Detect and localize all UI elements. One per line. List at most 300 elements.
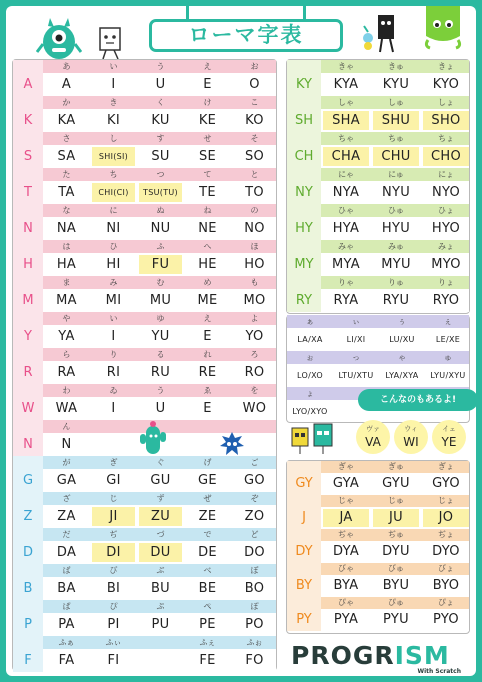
kana-cell: て <box>203 170 212 179</box>
romaji-cell: DA <box>56 545 77 560</box>
romaji-cell: KYU <box>382 77 410 92</box>
romaji-cell: TO <box>245 185 264 200</box>
consonant-label: J <box>287 507 321 529</box>
consonant-label: A <box>13 73 43 96</box>
kana-cell: きょ <box>438 62 454 71</box>
romaji-cell: JI <box>92 507 135 526</box>
romaji-cell: CHA <box>323 147 369 166</box>
kana-cell: い <box>109 314 118 323</box>
kana-cell: ぺ <box>203 602 212 611</box>
romaji-cell: RE <box>198 365 217 380</box>
kana-cell: しゃ <box>338 98 354 107</box>
consonant-label: Z <box>13 505 43 528</box>
consonant-label: RY <box>287 289 321 312</box>
romaji-cell: PA <box>58 617 75 632</box>
kana-cell: な <box>62 206 71 215</box>
kana-cell: う <box>156 62 165 71</box>
kana-cell: ね <box>203 206 212 215</box>
consonant-cap <box>13 528 43 541</box>
consonant-label: N <box>13 433 43 456</box>
consonant-cap <box>13 276 43 289</box>
kana-cell: を <box>250 386 259 395</box>
kana-cell: も <box>250 278 259 287</box>
romaji-cell: E <box>203 401 212 416</box>
romaji-cell: HA <box>56 257 77 272</box>
kana-cell: が <box>62 458 71 467</box>
kana-cell: ぞ <box>250 494 259 503</box>
romaji-cell: HYO <box>431 221 461 236</box>
small-romaji-cell: LU/XU <box>389 335 415 344</box>
consonant-label: B <box>13 577 43 600</box>
romaji-cell: CHI(CI) <box>92 183 135 202</box>
consonant-label: GY <box>287 473 321 495</box>
romaji-cell: BYA <box>333 578 359 593</box>
small-kana-cell: ぃ <box>352 317 360 326</box>
logo-main-text: PROGR <box>291 641 395 670</box>
romaji-cell: I <box>111 329 116 344</box>
kana-cell: あ <box>62 62 71 71</box>
romaji-cell: NYU <box>381 185 411 200</box>
kana-cell: ぽ <box>250 602 259 611</box>
kana-cell: びょ <box>438 564 454 573</box>
romaji-cell: MYU <box>381 257 411 272</box>
romaji-cell: GYU <box>382 476 410 491</box>
consonant-label: NY <box>287 181 321 204</box>
romaji-cell: NO <box>244 221 265 236</box>
kana-cell: ひゅ <box>388 206 404 215</box>
kana-cell: の <box>250 206 259 215</box>
romaji-cell: TSU(TU) <box>139 183 182 202</box>
small-kana-cell: ぇ <box>444 317 452 326</box>
consonant-cap <box>287 204 321 217</box>
consonant-cap <box>287 597 321 609</box>
kana-cell: か <box>62 98 71 107</box>
kana-cell: ぢゅ <box>388 530 404 539</box>
kana-cell: ば <box>62 566 71 575</box>
kana-cell: び <box>109 566 118 575</box>
romaji-cell: KU <box>151 113 170 128</box>
consonant-label: R <box>13 361 43 384</box>
kana-cell: じょ <box>438 496 454 505</box>
romaji-cell: WO <box>242 401 267 416</box>
romaji-cell: GA <box>56 473 77 488</box>
kana-cell: ちゅ <box>388 134 404 143</box>
kana-cell: げ <box>203 458 212 467</box>
kana-cell: ぴゃ <box>338 598 354 607</box>
romaji-cell: SHO <box>423 111 469 130</box>
romaji-cell: KYO <box>432 77 460 92</box>
romaji-cell: ZU <box>139 507 182 526</box>
romaji-cell <box>139 651 182 670</box>
kana-cell: にゃ <box>338 170 354 179</box>
kana-cell: め <box>203 278 212 287</box>
kana-cell: にゅ <box>388 170 404 179</box>
consonant-label: KY <box>287 73 321 96</box>
small-romaji-cell: LTU/XTU <box>338 371 374 380</box>
romaji-cell: FO <box>245 653 264 668</box>
consonant-label: BY <box>287 575 321 597</box>
consonant-label: T <box>13 181 43 204</box>
kana-cell: びゃ <box>338 564 354 573</box>
romaji-cell: NE <box>198 221 217 236</box>
kana-cell: ゆ <box>156 314 165 323</box>
consonant-label: H <box>13 253 43 276</box>
kana-cell: ちょ <box>438 134 454 143</box>
dakuon-youon-table <box>286 460 470 634</box>
youon-table <box>286 59 470 314</box>
romaji-cell: NA <box>56 221 77 236</box>
kana-cell: け <box>203 98 212 107</box>
kana-cell <box>137 636 184 649</box>
small-romaji-cell: LE/XE <box>435 335 461 344</box>
logo-accent-text: ISM <box>394 641 450 670</box>
romaji-cell: BA <box>57 581 76 596</box>
extra-sound-bubble <box>394 420 428 454</box>
kana-cell: りゅ <box>388 278 404 287</box>
kana-cell: ひゃ <box>338 206 354 215</box>
romaji-cell: NYA <box>332 185 360 200</box>
romaji-cell: KA <box>57 113 76 128</box>
kana-cell: ぴ <box>109 602 118 611</box>
kana-cell: み <box>109 278 118 287</box>
romaji-cell: MI <box>105 293 122 308</box>
romaji-cell: RU <box>150 365 171 380</box>
kana-cell: ん <box>62 422 71 431</box>
romaji-cell: DU <box>139 543 182 562</box>
kana-cell: べ <box>203 566 212 575</box>
romaji-cell: BI <box>106 581 121 596</box>
kana-cell: ぼ <box>250 566 259 575</box>
consonant-cap <box>13 492 43 505</box>
kana-cell: え <box>203 62 212 71</box>
kana-cell: ふぇ <box>199 638 216 647</box>
kana-cell: みょ <box>438 242 454 251</box>
kana-cell: ふぃ <box>105 638 122 647</box>
kana-cell: ぜ <box>203 494 212 503</box>
kana-cell: そ <box>250 134 259 143</box>
romaji-cell: MU <box>149 293 172 308</box>
consonant-label: G <box>13 469 43 492</box>
kana-cell: りょ <box>438 278 454 287</box>
kana-cell: ぴゅ <box>388 598 404 607</box>
romaji-cell: ME <box>197 293 218 308</box>
kana-cell: こ <box>250 98 259 107</box>
consonant-cap <box>13 600 43 613</box>
romaji-cell: MYA <box>332 257 360 272</box>
romaji-cell: KYA <box>333 77 359 92</box>
kana-cell: さ <box>62 134 71 143</box>
consonant-label: DY <box>287 541 321 563</box>
kana-cell: ぶ <box>156 566 165 575</box>
kana-cell: ぎょ <box>438 462 454 471</box>
kana-cell: ぷ <box>156 602 165 611</box>
romaji-cell: HO <box>244 257 265 272</box>
romaji-cell: SHA <box>323 111 369 130</box>
romaji-cell: NU <box>150 221 171 236</box>
spiky-mascot <box>220 432 244 456</box>
romaji-cell: CHU <box>373 147 419 166</box>
consonant-cap <box>13 456 43 469</box>
kana-cell: む <box>156 278 165 287</box>
romaji-cell: PU <box>151 617 170 632</box>
romaji-cell: E <box>203 77 212 92</box>
kana-cell: じ <box>109 494 118 503</box>
kana-cell: う <box>156 386 165 395</box>
slime-mascot <box>420 6 466 50</box>
romaji-cell: HE <box>198 257 217 272</box>
romaji-cell: WA <box>55 401 78 416</box>
kana-cell: ぴょ <box>438 598 454 607</box>
romaji-cell: MYO <box>431 257 461 272</box>
kana-cell: ず <box>156 494 165 503</box>
consonant-cap <box>13 564 43 577</box>
kana-cell: ざ <box>62 494 71 503</box>
kana-cell: みゃ <box>338 242 354 251</box>
small-romaji-cell: LA/XA <box>297 335 323 344</box>
consonant-label: HY <box>287 217 321 240</box>
box-robot-mascot <box>94 26 128 62</box>
consonant-cap <box>287 276 321 289</box>
romaji-cell: O <box>249 77 260 92</box>
romaji-cell: PI <box>107 617 120 632</box>
romaji-cell: NI <box>106 221 121 236</box>
consonant-label: CH <box>287 145 321 168</box>
romaji-cell: PE <box>199 617 216 632</box>
kana-cell: ふぉ <box>246 638 263 647</box>
kana-cell: れ <box>203 350 212 359</box>
consonant-cap <box>13 384 43 397</box>
page-title: ローマ字表 <box>149 19 343 52</box>
romaji-cell: BO <box>244 581 265 596</box>
consonant-cap <box>13 204 43 217</box>
small-kana-cell: ぁ <box>306 317 314 326</box>
kana-cell: ひ <box>109 242 118 251</box>
kana-cell: ろ <box>250 350 259 359</box>
consonant-label: F <box>13 649 43 672</box>
title-hanger-left <box>186 6 189 19</box>
consonant-cap <box>13 60 43 73</box>
cactus-mascot <box>138 420 168 456</box>
consonant-label: W <box>13 397 43 420</box>
extra-romaji: VA <box>365 435 381 449</box>
extra-romaji: WI <box>403 435 419 449</box>
small-romaji-cell: LYU/XYU <box>430 371 466 380</box>
consonant-label: S <box>13 145 43 168</box>
kana-cell: ぢょ <box>438 530 454 539</box>
consonant-cap <box>287 60 321 73</box>
extra-kana: ウィ <box>404 425 418 433</box>
romaji-cell: TE <box>199 185 216 200</box>
consonant-cap <box>287 563 321 575</box>
consonant-cap <box>287 529 321 541</box>
romaji-cell: PYO <box>433 612 459 627</box>
kana-cell: と <box>250 170 259 179</box>
kana-cell: お <box>250 62 259 71</box>
small-kana-cell: ょ <box>306 389 314 398</box>
kana-cell: で <box>203 530 212 539</box>
kana-cell: ぢゃ <box>338 530 354 539</box>
dancing-mascots <box>358 12 404 56</box>
romaji-cell: A <box>61 77 72 92</box>
romaji-cell: PYA <box>333 612 359 627</box>
kana-cell: だ <box>62 530 71 539</box>
consonant-cap <box>13 168 43 181</box>
kana-cell: わ <box>62 386 71 395</box>
kana-cell: ど <box>250 530 259 539</box>
kana-cell: ちゃ <box>338 134 354 143</box>
romaji-cell: DO <box>244 545 265 560</box>
romaji-cell: DYO <box>432 544 460 559</box>
small-kana-cell: ぅ <box>398 317 406 326</box>
poster <box>6 6 476 676</box>
green-monster-mascot <box>36 16 82 62</box>
romaji-cell: HYU <box>381 221 411 236</box>
kana-cell: じゅ <box>388 496 404 505</box>
romaji-cell: FI <box>107 653 120 668</box>
romaji-cell: DI <box>92 543 135 562</box>
romaji-cell: JU <box>373 509 419 527</box>
consonant-cap <box>287 461 321 473</box>
small-kana-cell: ぉ <box>306 353 314 362</box>
kana-cell: ぱ <box>62 602 71 611</box>
romaji-cell: GU <box>150 473 171 488</box>
extra-sound-bubble <box>432 420 466 454</box>
kana-cell: づ <box>156 530 165 539</box>
robot-friends-mascot <box>288 422 344 456</box>
kana-cell: きゅ <box>388 62 404 71</box>
romaji-cell: GI <box>106 473 121 488</box>
romaji-cell: ZO <box>244 509 265 524</box>
romaji-cell: BU <box>150 581 171 596</box>
kana-cell: る <box>156 350 165 359</box>
kana-cell: や <box>62 314 71 323</box>
kana-cell: り <box>109 350 118 359</box>
romaji-cell: RYU <box>382 293 410 308</box>
small-romaji-cell: LYA/XYA <box>385 371 419 380</box>
romaji-cell: N <box>61 437 72 452</box>
romaji-cell: YA <box>58 329 75 344</box>
romaji-cell: RA <box>57 365 76 380</box>
consonant-label: N <box>13 217 43 240</box>
title-hanger-right <box>303 6 306 19</box>
romaji-cell: RYA <box>333 293 359 308</box>
consonant-label: PY <box>287 609 321 631</box>
small-kana-cell: っ <box>352 353 360 362</box>
consonant-cap <box>13 240 43 253</box>
kana-cell: ら <box>62 350 71 359</box>
small-romaji-cell: LO/XO <box>297 371 323 380</box>
kana-cell: た <box>62 170 71 179</box>
romaji-cell: YO <box>245 329 264 344</box>
kana-cell: びゅ <box>388 564 404 573</box>
romaji-cell: YU <box>151 329 170 344</box>
consonant-cap <box>287 96 321 109</box>
romaji-cell: GE <box>198 473 217 488</box>
consonant-label: K <box>13 109 43 132</box>
small-kana-cell: ゃ <box>398 353 406 362</box>
consonant-label: D <box>13 541 43 564</box>
romaji-cell: RO <box>244 365 265 380</box>
consonant-label: P <box>13 613 43 636</box>
romaji-cell: SA <box>57 149 76 164</box>
kana-cell: ご <box>250 458 259 467</box>
kana-cell: ほ <box>250 242 259 251</box>
kana-cell: せ <box>203 134 212 143</box>
romaji-cell: E <box>203 329 212 344</box>
kana-cell: ぢ <box>109 530 118 539</box>
kana-cell: ゐ <box>109 386 118 395</box>
kana-cell: ぎゃ <box>338 462 354 471</box>
kana-cell: つ <box>156 170 165 179</box>
romaji-cell: BE <box>198 581 217 596</box>
romaji-cell: KO <box>245 113 264 128</box>
romaji-cell: JO <box>423 509 469 527</box>
kana-cell: し <box>109 134 118 143</box>
romaji-cell: FA <box>58 653 75 668</box>
kana-cell <box>90 420 137 433</box>
romaji-cell: DYU <box>382 544 410 559</box>
small-romaji-cell: LYO/XYO <box>292 407 328 416</box>
consonant-label: MY <box>287 253 321 276</box>
progrism-logo <box>291 643 471 675</box>
kana-cell: しょ <box>438 98 454 107</box>
kana-cell: みゅ <box>388 242 404 251</box>
romaji-cell: U <box>155 401 166 416</box>
small-romaji-cell: LI/XI <box>346 335 366 344</box>
romaji-cell: KE <box>198 113 217 128</box>
kana-cell: しゅ <box>388 98 404 107</box>
kana-cell: に <box>109 206 118 215</box>
consonant-cap <box>287 240 321 253</box>
romaji-cell: MO <box>243 293 266 308</box>
romaji-cell: ZE <box>198 509 217 524</box>
extra-kana: イェ <box>442 425 456 433</box>
kana-cell: ち <box>109 170 118 179</box>
kana-cell: へ <box>203 242 212 251</box>
romaji-cell: GYO <box>432 476 460 491</box>
kana-cell: じゃ <box>338 496 354 505</box>
kana-cell: ぎゅ <box>388 462 404 471</box>
kana-cell: す <box>156 134 165 143</box>
romaji-cell: FU <box>139 255 182 274</box>
kana-cell: え <box>203 314 212 323</box>
consonant-cap <box>13 96 43 109</box>
consonant-cap <box>13 312 43 325</box>
kana-cell: ゑ <box>203 386 212 395</box>
romaji-cell: GYA <box>332 476 360 491</box>
consonant-cap <box>13 636 43 649</box>
romaji-cell: SO <box>244 149 265 164</box>
romaji-cell: PYU <box>383 612 409 627</box>
romaji-cell: SU <box>151 149 170 164</box>
romaji-cell: I <box>111 401 116 416</box>
romaji-cell: SE <box>198 149 217 164</box>
romaji-cell: RYO <box>432 293 460 308</box>
romaji-cell: CHO <box>423 147 469 166</box>
consonant-cap <box>287 132 321 145</box>
romaji-cell: BYO <box>432 578 460 593</box>
consonant-label: M <box>13 289 43 312</box>
romaji-cell: BYU <box>382 578 410 593</box>
romaji-cell: NYO <box>431 185 461 200</box>
romaji-cell: SHU <box>373 111 419 130</box>
romaji-cell: JA <box>323 509 369 527</box>
romaji-cell: DYA <box>332 544 360 559</box>
basic-kana-table <box>12 59 277 671</box>
consonant-cap <box>287 495 321 507</box>
extra-kana: ヴァ <box>366 425 380 433</box>
kana-cell: ふ <box>156 242 165 251</box>
